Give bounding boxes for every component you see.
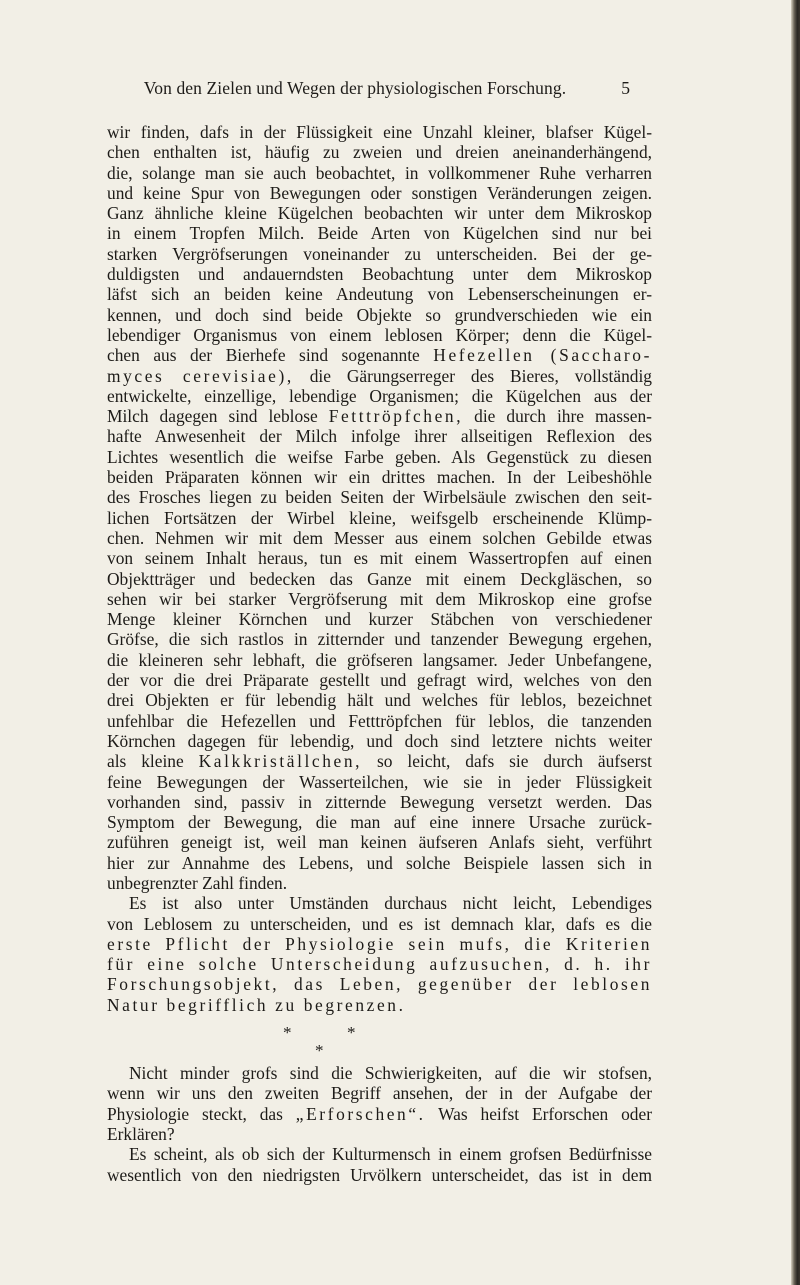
text-segment: Was heifst Erforschen oder xyxy=(438,1103,652,1124)
spaced-term: Kalkkriställchen, xyxy=(198,751,363,772)
text-line: die, solange man sie auch beobachtet, in vollkommener Ruhe verharren xyxy=(107,162,652,183)
text-line: beiden Präparaten können wir ein drittes machen. In der Leibeshöhle xyxy=(107,467,652,488)
text-segment: als kleine xyxy=(107,751,184,772)
asterisk: * xyxy=(283,1023,292,1043)
page-number: 5 xyxy=(621,78,630,98)
text-line: chen. Nehmen wir mit dem Messer aus einem solchen Gebilde etwas xyxy=(107,527,652,548)
text-line: Es ist also unter Umständen durchaus nicht leicht, Lebendiges xyxy=(129,893,652,914)
body-text xyxy=(107,122,652,1185)
text-line: und keine Spur von Bewegungen oder sonstigen Veränderungen zeigen. xyxy=(107,182,652,203)
text-line: Es scheint, als ob sich der Kulturmensch in einem grofsen Bedürfnisse xyxy=(129,1144,652,1165)
text-line: drei Objekten er für lebendig hält und welches für leblos, bezeichnet xyxy=(107,690,652,711)
text-segment: die Gärungserreger des Bieres, vollständig xyxy=(309,365,652,386)
text-line: wesentlich von den niedrigsten Urvölkern unterscheidet, das ist in dem xyxy=(107,1164,652,1185)
text-line xyxy=(107,345,652,365)
text-line: hier zur Annahme des Lebens, und solche Beispiele lassen sich in xyxy=(107,852,652,873)
spaced-text-line: Forschungsobjekt, das Leben, gegenüber der leblosen xyxy=(107,974,652,995)
spaced-text-line: für eine solche Unterscheidung aufzusuchen, d. h. ihr xyxy=(107,954,652,975)
text-line: vorhanden sind, passiv in zitternde Bewegung versetzt werden. Das xyxy=(107,791,652,812)
spaced-text-line: erste Pflicht der Physiologie sein mufs, die Kriterien xyxy=(107,933,652,954)
spaced-term: Hefezellen (Saccharo- xyxy=(433,345,652,366)
text-line: starken Vergröfserungen voneinander zu unterscheiden. Bei der ge- xyxy=(107,243,652,264)
text-line xyxy=(107,1104,652,1124)
running-title: Von den Zielen und Wegen der physiologischen Forschung. xyxy=(143,78,567,98)
spaced-text-line: Natur begrifflich zu begrenzen. xyxy=(107,994,406,1015)
running-head xyxy=(120,78,630,100)
text-line: entwickelte, einzellige, lebendige Organismen; die Kügelchen aus der xyxy=(107,385,652,406)
text-line: von Leblosem zu unterscheiden, und es ist demnach klar, dafs es die xyxy=(107,913,652,934)
text-line: Symptom der Bewegung, die man auf eine innere Ursache zurück- xyxy=(107,812,652,833)
text-segment: Milch dagegen sind leblose xyxy=(107,406,318,427)
text-line: Körnchen dagegen für lebendig, und doch sind letztere nichts weiter xyxy=(107,730,652,751)
text-line: Menge kleiner Körnchen und kurzer Stäbchen von verschiedener xyxy=(107,609,652,630)
spaced-term: Fetttröpfchen, xyxy=(328,406,464,427)
text-line xyxy=(107,751,652,771)
asterisk: * xyxy=(347,1023,356,1043)
text-line xyxy=(107,406,652,426)
text-line: von seinem Inhalt heraus, tun es mit einem Wassertropfen auf einen xyxy=(107,548,652,569)
text-line: des Frosches liegen zu beiden Seiten der Wirbelsäule zwischen den seit- xyxy=(107,487,652,508)
text-line: Ganz ähnliche kleine Kügelchen beobachten wir unter dem Mikroskop xyxy=(107,203,652,224)
text-line: zuführen geneigt ist, weil man keinen äufseren Anlafs sieht, verführt xyxy=(107,832,652,853)
text-line: sehen wir bei starker Vergröfserung mit dem Mikroskop eine grofse xyxy=(107,588,652,609)
text-segment: Physiologie steckt, das xyxy=(107,1103,283,1124)
text-line: Nicht minder grofs sind die Schwierigkeiten, auf die wir stofsen, xyxy=(129,1063,652,1084)
text-line: unfehlbar die Hefezellen und Fetttröpfchen für leblos, die tanzenden xyxy=(107,710,652,731)
text-line: die kleineren sehr lebhaft, die gröfseren langsamer. Jeder Unbefangene, xyxy=(107,649,652,670)
text-line: chen enthalten ist, häufig zu zweien und dreien aneinanderhängend, xyxy=(107,142,652,163)
text-line: wir finden, dafs in der Flüssigkeit eine Unzahl kleiner, blafser Kügel- xyxy=(107,122,652,142)
text-line: Objektträger und bedecken das Ganze mit einem Deckgläschen, so xyxy=(107,568,652,589)
text-line: kennen, und doch sind beide Objekte so grundverschieden wie ein xyxy=(107,304,652,325)
text-segment: chen aus der Bierhefe sind sogenannte xyxy=(107,345,420,366)
text-line: läfst sich an beiden keine Andeutung von Lebenserscheinungen er- xyxy=(107,284,652,305)
text-segment: so leicht, dafs sie durch äufserst xyxy=(377,751,652,772)
text-line: in einem Tropfen Milch. Beide Arten von Kügelchen sind nur bei xyxy=(107,223,652,244)
section-asterism xyxy=(107,1021,652,1063)
asterisk: * xyxy=(315,1041,324,1061)
text-line: lichen Fortsätzen der Wirbel kleine, weifsgelb erscheinende Klümp- xyxy=(107,507,652,528)
spaced-term: myces cerevisiae), xyxy=(107,365,294,386)
text-line xyxy=(107,366,652,386)
text-line: Erklären? xyxy=(107,1123,175,1144)
text-line: hafte Anwesenheit der Milch infolge ihrer allseitigen Reflexion des xyxy=(107,426,652,447)
text-line: duldigsten und andauerndsten Beobachtung unter dem Mikroskop xyxy=(107,264,652,285)
text-line: lebendiger Organismus von einem leblosen Körper; denn die Kügel- xyxy=(107,324,652,345)
text-line: feine Bewegungen der Wasserteilchen, wie sie in jeder Flüssigkeit xyxy=(107,771,652,792)
text-line: wenn wir uns den zweiten Begriff ansehen, der in der Aufgabe der xyxy=(107,1083,652,1104)
text-line: Lichtes wesentlich die weifse Farbe geben. Als Gegenstück zu diesen xyxy=(107,446,652,467)
text-line: unbegrenzter Zahl finden. xyxy=(107,872,288,893)
text-segment: die durch ihre massen- xyxy=(474,406,652,427)
text-line: Gröfse, die sich rastlos in zitternder und tanzender Bewegung ergehen, xyxy=(107,629,652,650)
text-line: der vor die drei Präparate gestellt und gefragt wird, welches von den xyxy=(107,670,652,691)
spaced-term: „Erforschen“. xyxy=(295,1103,426,1124)
page-edge-shadow xyxy=(791,0,800,1285)
